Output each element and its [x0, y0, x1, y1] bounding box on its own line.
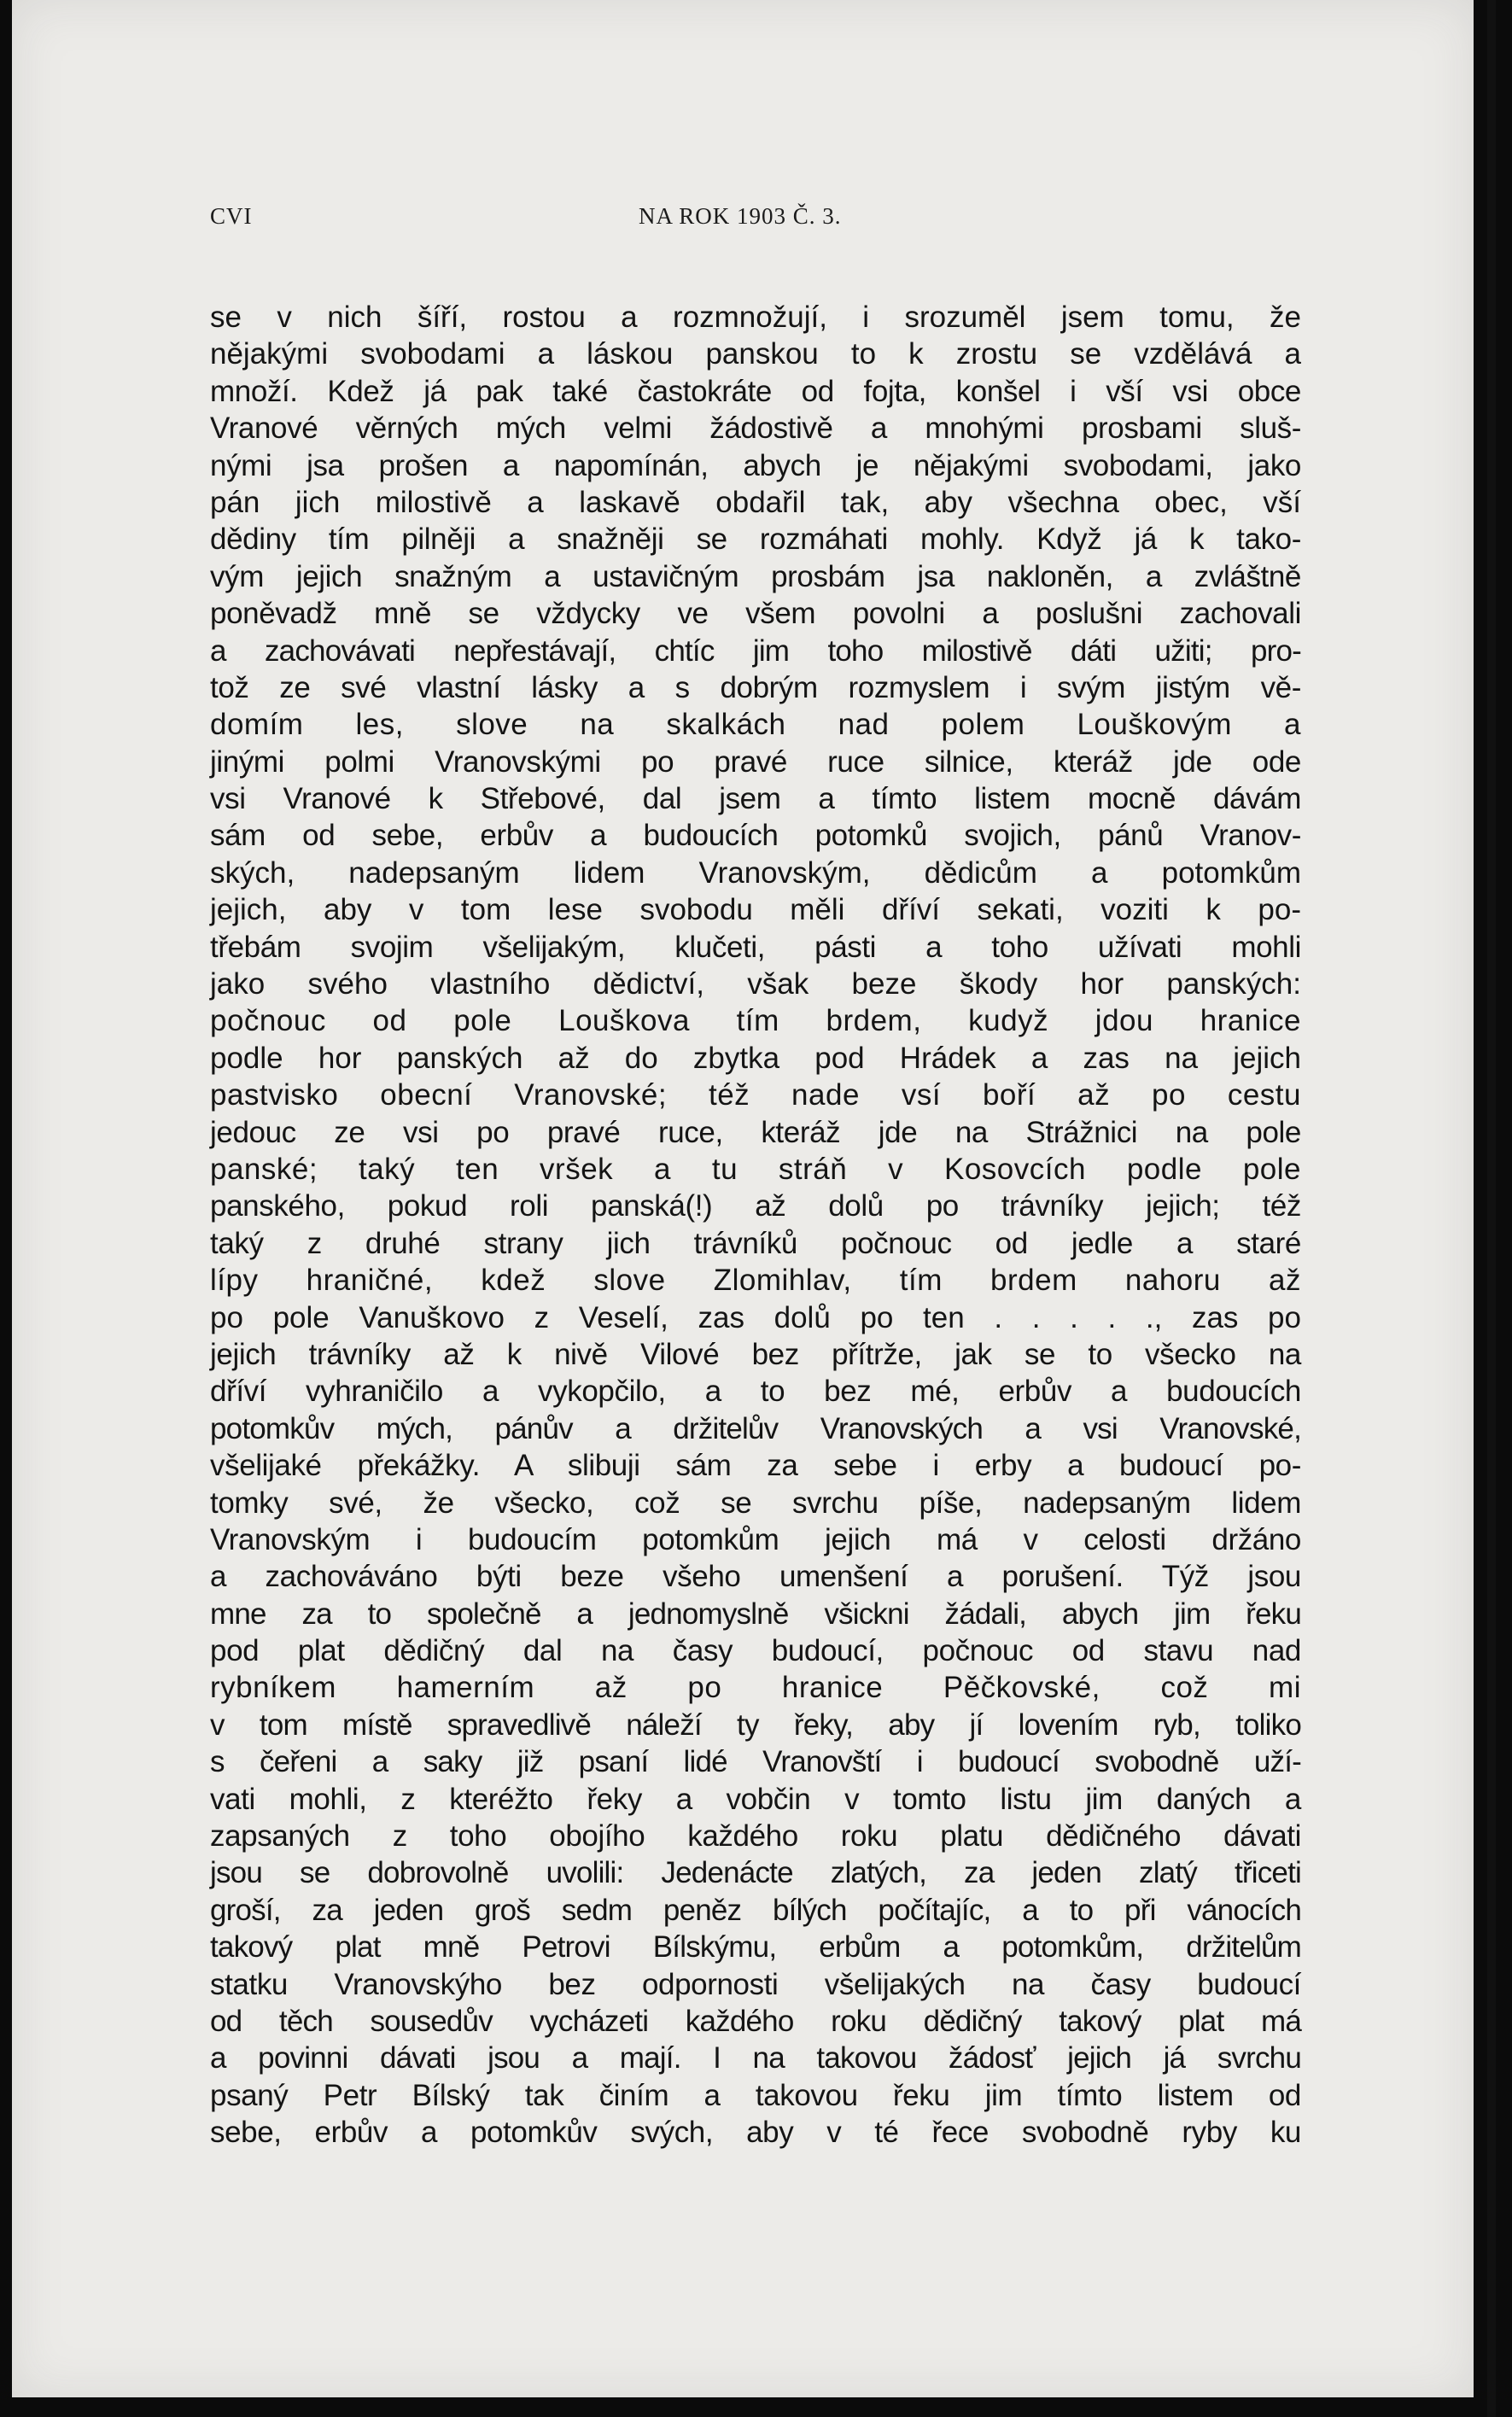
text-line: panské; taký ten vršek a tu stráň v Kosovcích podle pole — [210, 1152, 1301, 1186]
text-line: vsi Vranové k Střebové, dal jsem a tímto listem mocně dávám — [210, 782, 1301, 816]
text-line: psaný Petr Bílský tak činím a takovou řeku jim tímto listem od — [210, 2078, 1301, 2112]
text-line: jako svého vlastního dědictví, však beze škody hor panských: — [210, 967, 1301, 1001]
text-line: rybníkem hamerním až po hranice Pěčkovské, což mi — [210, 1671, 1301, 1705]
text-line: pán jich milostivě a laskavě obdařil tak, aby všechna obec, vší — [210, 485, 1301, 519]
text-line: po pole Vanuškovo z Veselí, zas dolů po ten . . . . ., zas po — [210, 1300, 1301, 1334]
text-line: sám od sebe, erbův a budoucích potomků svojich, pánů Vranov- — [210, 819, 1301, 853]
text-line: nějakými svobodami a láskou panskou to k zrostu se vzdělává a — [210, 337, 1301, 371]
text-line: tomky své, že všecko, což se svrchu píše, nadepsaným lidem — [210, 1486, 1301, 1520]
text-line: potomkův mých, pánův a držitelův Vranovských a vsi Vranovské, — [210, 1411, 1301, 1445]
text-line: se v nich šíří, rostou a rozmnožují, i srozuměl jsem tomu, že — [210, 301, 1301, 334]
text-line: s čeřeni a saky již psaní lidé Vranovští i budoucí svobodně uží- — [210, 1745, 1301, 1779]
text-line: vým jejich snažným a ustavičným prosbám jsa nakloněn, a zvláštně — [210, 559, 1301, 593]
text-line: mne za to společně a jednomyslně všickni žádali, abych jim řeku — [210, 1597, 1301, 1631]
text-line: panského, pokud roli panská(!) až dolů po trávníky jejich; též — [210, 1189, 1301, 1223]
text-line: statku Vranovskýho bez odpornosti všelijakých na časy budoucí — [210, 1967, 1301, 2001]
page-number: CVI — [210, 203, 253, 229]
text-line: groší, za jeden groš sedm peněz bílých počítajíc, a to při vánocích — [210, 1893, 1301, 1927]
running-title: NA ROK 1903 Č. 3. — [639, 203, 842, 229]
text-line: od těch sousedův vycházeti každého roku dědičný takový plat má — [210, 2004, 1301, 2038]
text-line: nými jsa prošen a napomínán, abych je nějakými svobodami, jako — [210, 448, 1301, 482]
text-line: a povinni dávati jsou a mají. I na takovou žádosť jejich já svrchu — [210, 2041, 1301, 2075]
text-line: počnouc od pole Louškova tím brdem, kudyž jdou hranice — [210, 1004, 1301, 1038]
text-line: sebe, erbův a potomkův svých, aby v té řece svobodně ryby ku — [210, 2116, 1301, 2150]
text-line: a zachováváno býti beze všeho umenšení a porušení. Týž jsou — [210, 1560, 1301, 1594]
text-line: Vranové věrných mých velmi žádostivě a mnohými prosbami sluš- — [210, 412, 1301, 446]
text-line: jejich trávníky až k nivě Vilové bez přítrže, jak se to všecko na — [210, 1337, 1301, 1371]
text-line: dědiny tím pilněji a snažněji se rozmáhati mohly. Když já k tako- — [210, 523, 1301, 557]
text-line: pastvisko obecní Vranovské; též nade vsí boří až po cestu — [210, 1078, 1301, 1112]
page-header — [210, 203, 1303, 237]
text-line: jinými polmi Vranovskými po pravé ruce silnice, kteráž jde ode — [210, 744, 1301, 779]
text-line: dříví vyhraničilo a vykopčilo, a to bez mé, erbův a budoucích — [210, 1375, 1301, 1409]
text-line: vati mohli, z kteréžto řeky a vobčin v tomto listu jim daných a — [210, 1782, 1301, 1816]
text-line: Vranovským i budoucím potomkům jejich má v celosti držáno — [210, 1522, 1301, 1556]
text-line: poněvadž mně se vždycky ve všem povolni a poslušni zachovali — [210, 597, 1301, 631]
text-line: množí. Kdež já pak také častokráte od fojta, konšel i vší vsi obce — [210, 374, 1301, 408]
text-line: ských, nadepsaným lidem Vranovským, dědicům a potomkům — [210, 855, 1301, 890]
text-line: takový plat mně Petrovi Bílskýmu, erbům a potomkům, držitelům — [210, 1930, 1301, 1965]
text-line: domím les, slove na skalkách nad polem Louškovým a — [210, 708, 1301, 742]
text-line: v tom místě spravedlivě náleží ty řeky, aby jí lovením ryb, toliko — [210, 1708, 1301, 1742]
text-line: taký z druhé strany jich trávníků počnouc od jedle a staré — [210, 1226, 1301, 1260]
text-line: všelijaké překážky. A slibuji sám za sebe i erby a budoucí po- — [210, 1449, 1301, 1483]
text-line: třebám svojim všelijakým, klučeti, pásti a toho užívati mohli — [210, 930, 1301, 964]
text-line: zapsaných z toho obojího každého roku platu dědičného dávati — [210, 1819, 1301, 1854]
text-line: pod plat dědičný dal na časy budoucí, počnouc od stavu nad — [210, 1634, 1301, 1668]
body-text — [210, 299, 1301, 2151]
text-line: jsou se dobrovolně uvolili: Jedenácte zlatých, za jeden zlatý třiceti — [210, 1856, 1301, 1890]
text-line: tož ze své vlastní lásky a s dobrým rozmyslem i svým jistým vě- — [210, 670, 1301, 704]
text-line: jedouc ze vsi po pravé ruce, kteráž jde na Strážnici na pole — [210, 1115, 1301, 1149]
text-line: podle hor panských až do zbytka pod Hrádek a zas na jejich — [210, 1041, 1301, 1075]
text-line: jejich, aby v tom lese svobodu měli dříví sekati, voziti k po- — [210, 893, 1301, 927]
text-line: a zachovávati nepřestávají, chtíc jim toho milostivě dáti užiti; pro- — [210, 633, 1301, 668]
page-edge-rule — [1487, 0, 1496, 2417]
text-line: lípy hraničné, kdež slove Zlomihlav, tím brdem nahoru až — [210, 1264, 1301, 1298]
